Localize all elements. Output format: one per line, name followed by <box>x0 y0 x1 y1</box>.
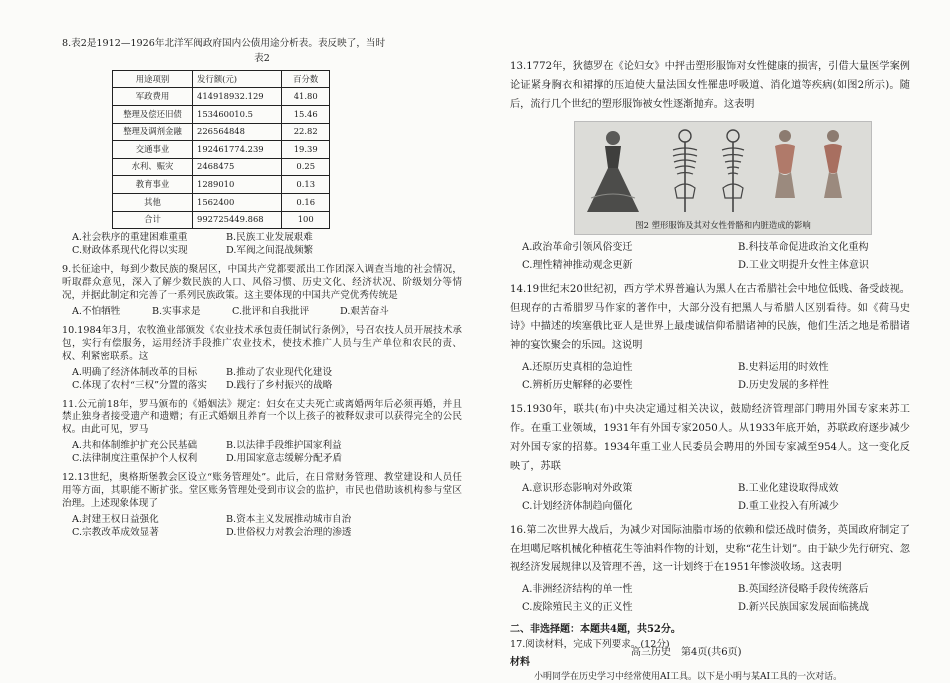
question-16 <box>510 522 910 618</box>
table-row <box>113 141 330 159</box>
question-8 <box>62 38 462 258</box>
option-b[interactable]: B.工业化建设取得成效 <box>738 482 839 494</box>
option-d[interactable]: D.世俗权力对教会治理的渗透 <box>226 526 352 538</box>
option-c[interactable]: C.体现了农村“三权”分置的落实 <box>72 379 207 391</box>
table-cell: 交通事业 <box>113 141 193 159</box>
option-b[interactable]: B.推动了农业现代化建设 <box>226 366 333 378</box>
material-label: 材料 <box>510 656 530 668</box>
option-b[interactable]: B.民族工业发展艰难 <box>226 232 313 244</box>
option-c[interactable]: C.宗教改革成效显著 <box>72 526 159 538</box>
material-text: 小明同学在历史学习中经常使用AI工具。以下是小明与某AI工具的一次对话。 <box>534 672 843 683</box>
table-cell: 1562400 <box>193 194 282 212</box>
table-header-cell: 百分数 <box>282 70 330 88</box>
option-a[interactable]: A.还原历史真相的急迫性 <box>522 362 633 374</box>
table-header-cell: 用途项别 <box>113 70 193 88</box>
option-d[interactable]: D.践行了乡村振兴的战略 <box>226 379 333 391</box>
answer-options <box>522 239 910 275</box>
table-cell: 1289010 <box>193 176 282 194</box>
table-cell: 19.39 <box>282 141 330 159</box>
torso-organs-icon <box>815 128 851 214</box>
table-caption: 表2 <box>254 52 270 64</box>
table-cell: 合计 <box>113 211 193 229</box>
table-header-cell: 发行额(元) <box>193 70 282 88</box>
option-c[interactable]: C.理性精神推动观念更新 <box>522 259 633 271</box>
section-heading: 二、非选择题：本题共4题，共52分。 <box>510 624 681 636</box>
left-column <box>62 38 462 546</box>
option-a[interactable]: A.社会秩序的重建困难重重 <box>72 232 188 244</box>
table-cell: 其他 <box>113 194 193 212</box>
option-a[interactable]: A.意识形态影响对外政策 <box>522 482 633 494</box>
corset-dress-icon <box>583 128 643 214</box>
option-b[interactable]: B.英国经济侵略手段传统落后 <box>738 584 869 596</box>
option-b[interactable]: B.科技革命促进政治文化重构 <box>738 241 869 253</box>
table-cell: 教育事业 <box>113 176 193 194</box>
question-stem: 12.13世纪，奥格斯堡教会区设立“账务管理处”。此后，在日常财务管理、教堂建设和人员任用等方面，其职能不断扩张。堂区账务管理处受到市议会的监护，市民也借助该机构参与堂区治理。上述现象体现了 <box>62 472 462 510</box>
table-row <box>113 158 330 176</box>
answer-options <box>72 232 462 258</box>
option-c[interactable]: C.批评和自我批评 <box>232 305 310 317</box>
question-stem: 15.1930年，联共(布)中央决定通过相关决议，鼓励经济管理部门聘用外国专家来苏工作。在重工业领域，1931年有外国专家2050人。从1933年底开始，苏联政府逐步减少对外国专家的招募。1934年重工业人民委员会聘用的外国专家减至954人。这一变化反映了，苏联 <box>510 404 910 472</box>
table-cell: 41.80 <box>282 88 330 106</box>
table-cell: 414918932.129 <box>193 88 282 106</box>
question-stem: 8.表2是1912—1926年北洋军阀政府国内公债用途分析表。表反映了，当时 <box>62 38 386 49</box>
option-d[interactable]: D.重工业投入有所减少 <box>738 500 839 512</box>
skeleton-figure-icon <box>667 128 703 214</box>
answer-options <box>522 480 910 516</box>
table-cell: 0.16 <box>282 194 330 212</box>
question-15 <box>510 401 910 516</box>
question-9 <box>62 264 462 319</box>
option-c[interactable]: C.辨析历史解释的必要性 <box>522 380 633 392</box>
table-cell: 0.13 <box>282 176 330 194</box>
question-10 <box>62 325 462 393</box>
table-row <box>113 88 330 106</box>
answer-options <box>522 359 910 395</box>
option-b[interactable]: B.资本主义发展推动城市自治 <box>226 514 352 526</box>
option-b[interactable]: B.史料运用的时效性 <box>738 362 829 374</box>
answer-options <box>72 306 462 319</box>
table-cell: 226564848 <box>193 123 282 141</box>
question-11 <box>62 399 462 467</box>
table-cell: 153460010.5 <box>193 106 282 124</box>
question-12 <box>62 472 462 540</box>
table-cell: 2468475 <box>193 158 282 176</box>
answer-options <box>72 440 462 466</box>
torso-organs-icon <box>767 128 803 214</box>
table-cell: 军政费用 <box>113 88 193 106</box>
table-row <box>113 106 330 124</box>
table-cell: 整理及偿还旧债 <box>113 106 193 124</box>
skeleton-figure-icon <box>715 128 751 214</box>
question-stem: 14.19世纪末20世纪初，西方学术界普遍认为黑人在古希腊社会中地位低贱、备受歧视。但现存的古希腊罗马作家的著作中，大部分没有把黑人与希腊人区别看待。如《荷马史诗》中描述的埃塞俄比亚人是世界上最虔诚信仰希腊诸神的民族，他们生活之地是希腊诸神的宴饮聚会的乐园。这说明 <box>510 283 910 352</box>
question-stem: 10.1984年3月，农牧渔业部颁发《农业技术承包责任制试行条例》，号召农技人员开展技术承包，实行有偿服务，运用经济手段推广农业技术，使技术推广人员与生产单位和农民的责、权、利紧密联系。这 <box>62 324 462 362</box>
table-cell: 992725449.868 <box>193 211 282 229</box>
option-c[interactable]: C.计划经济体制趋向僵化 <box>522 500 633 512</box>
corset-illustration <box>574 121 872 235</box>
option-a[interactable]: A.封建王权日益强化 <box>72 514 159 526</box>
table-cell: 192461774.239 <box>193 141 282 159</box>
question-17-prompt: 17.阅读材料，完成下列要求。(12分) <box>510 638 670 650</box>
figure-caption: 图2 塑形服饰及其对女性骨骼和内脏造成的影响 <box>635 220 811 231</box>
table-header-row <box>113 70 330 88</box>
table-cell: 水利、赈灾 <box>113 158 193 176</box>
bond-usage-table <box>112 70 330 229</box>
question-stem: 13.1772年，狄德罗在《论妇女》中抨击塑形服饰对女性健康的损害，引借大量医学案例论证紧身胸衣和裙撑的压迫使大量法国女性罹患呼吸道、消化道等疾病(如图2所示)。随后，流行几个世纪的塑形服饰被女性逐渐抛弃。这表明 <box>510 61 910 110</box>
option-a[interactable]: A.共和体制维护扩充公民基础 <box>72 440 198 452</box>
table-cell: 15.46 <box>282 106 330 124</box>
option-c[interactable]: C.财政体系现代化得以实现 <box>72 245 188 257</box>
table-row <box>113 211 330 229</box>
option-d[interactable]: D.军阀之间混战频繁 <box>226 245 314 257</box>
page-footer: 高三历史 第4页(共6页) <box>631 647 742 658</box>
option-d[interactable]: D.用国家意志缓解分配矛盾 <box>226 453 342 465</box>
option-d[interactable]: D.艰苦奋斗 <box>340 305 389 317</box>
option-c[interactable]: C.废除殖民主义的正义性 <box>522 602 633 614</box>
option-d[interactable]: D.历史发展的多样性 <box>738 380 829 392</box>
option-b[interactable]: B.以法律手段维护国家利益 <box>226 440 342 452</box>
table-row <box>113 123 330 141</box>
option-a[interactable]: A.非洲经济结构的单一性 <box>522 584 633 596</box>
question-stem: 11.公元前18年，罗马颁布的《婚姻法》规定：妇女在丈夫死亡或离婚两年后必须再婚，并且禁止独身者接受遗产和遗赠；有正式婚姻且养育一个以上孩子的被释奴隶可以获得完全的公民权。由此可见，罗马 <box>62 398 462 436</box>
option-c[interactable]: C.法律制度注重保护个人权利 <box>72 453 198 465</box>
option-a[interactable]: A.政治革命引领风俗变迁 <box>522 241 633 253</box>
answer-options <box>72 367 462 393</box>
question-14 <box>510 281 910 396</box>
table-cell: 22.82 <box>282 123 330 141</box>
option-a[interactable]: A.不怕牺牲 <box>72 305 121 317</box>
option-d[interactable]: D.工业文明提升女性主体意识 <box>738 259 869 271</box>
question-stem: 16.第二次世界大战后，为减少对国际油脂市场的依赖和偿还战时债务，英国政府制定了在坦噶尼喀机械化种植花生等油料作物的计划，史称“花生计划”。由于缺少先行研究、忽视经济发展规律以及管理不善，这一计划终于在1951年惨淡收场。这表明 <box>510 524 910 574</box>
table-row <box>113 194 330 212</box>
question-stem: 9.长征途中，每到少数民族的聚居区，中国共产党都要派出工作团深入调查当地的社会情况，听取群众意见，深入了解少数民族的人口、风俗习惯、历史文化、经济状况、阶级划分等情况，并据此制定和完善了一系列民族政策。这主要体现的中国共产党优秀传统是 <box>62 264 462 301</box>
table-row <box>113 176 330 194</box>
table-cell: 0.25 <box>282 158 330 176</box>
option-b[interactable]: B.实事求是 <box>152 305 201 317</box>
answer-options <box>72 514 462 540</box>
option-d[interactable]: D.新兴民族国家发展面临挑战 <box>738 602 869 614</box>
answer-options <box>522 581 910 617</box>
question-13 <box>510 58 910 275</box>
right-column <box>510 58 910 683</box>
option-a[interactable]: A.明确了经济体制改革的目标 <box>72 366 198 378</box>
table-cell: 100 <box>282 211 330 229</box>
table-cell: 整理及调剂金融 <box>113 123 193 141</box>
